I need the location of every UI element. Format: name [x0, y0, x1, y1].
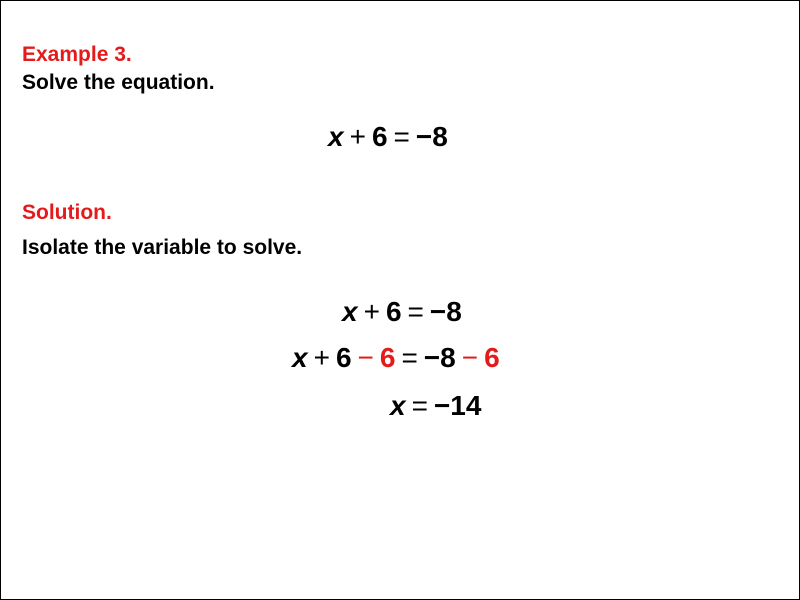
variable: x — [390, 390, 406, 421]
variable: x — [292, 342, 308, 373]
solution-step-1 — [342, 296, 462, 328]
example-label: Example 3. — [22, 43, 132, 66]
plus-operator: + — [363, 296, 380, 327]
number-highlight: 6 — [379, 342, 396, 373]
solution-step-3 — [390, 390, 481, 422]
number: −14 — [433, 390, 482, 421]
equals-sign: = — [393, 121, 410, 152]
number: 6 — [385, 296, 402, 327]
problem-equation — [328, 121, 448, 153]
plus-operator: + — [349, 121, 366, 152]
minus-operator-highlight: − — [461, 342, 479, 373]
equals-sign: = — [407, 296, 424, 327]
number-highlight: 6 — [484, 342, 500, 373]
number: −8 — [415, 121, 448, 152]
number: 6 — [335, 342, 352, 373]
number: −8 — [423, 342, 456, 373]
plus-operator: + — [313, 342, 330, 373]
solution-label: Solution. — [22, 201, 112, 224]
variable: x — [328, 121, 344, 152]
variable: x — [342, 296, 358, 327]
solution-step-2 — [292, 342, 500, 374]
number: −8 — [429, 296, 462, 327]
problem-instruction: Solve the equation. — [22, 71, 215, 94]
number: 6 — [371, 121, 388, 152]
solution-instruction: Isolate the variable to solve. — [22, 236, 303, 259]
equals-sign: = — [401, 342, 418, 373]
equals-sign: = — [411, 390, 428, 421]
minus-operator-highlight: − — [357, 342, 374, 373]
